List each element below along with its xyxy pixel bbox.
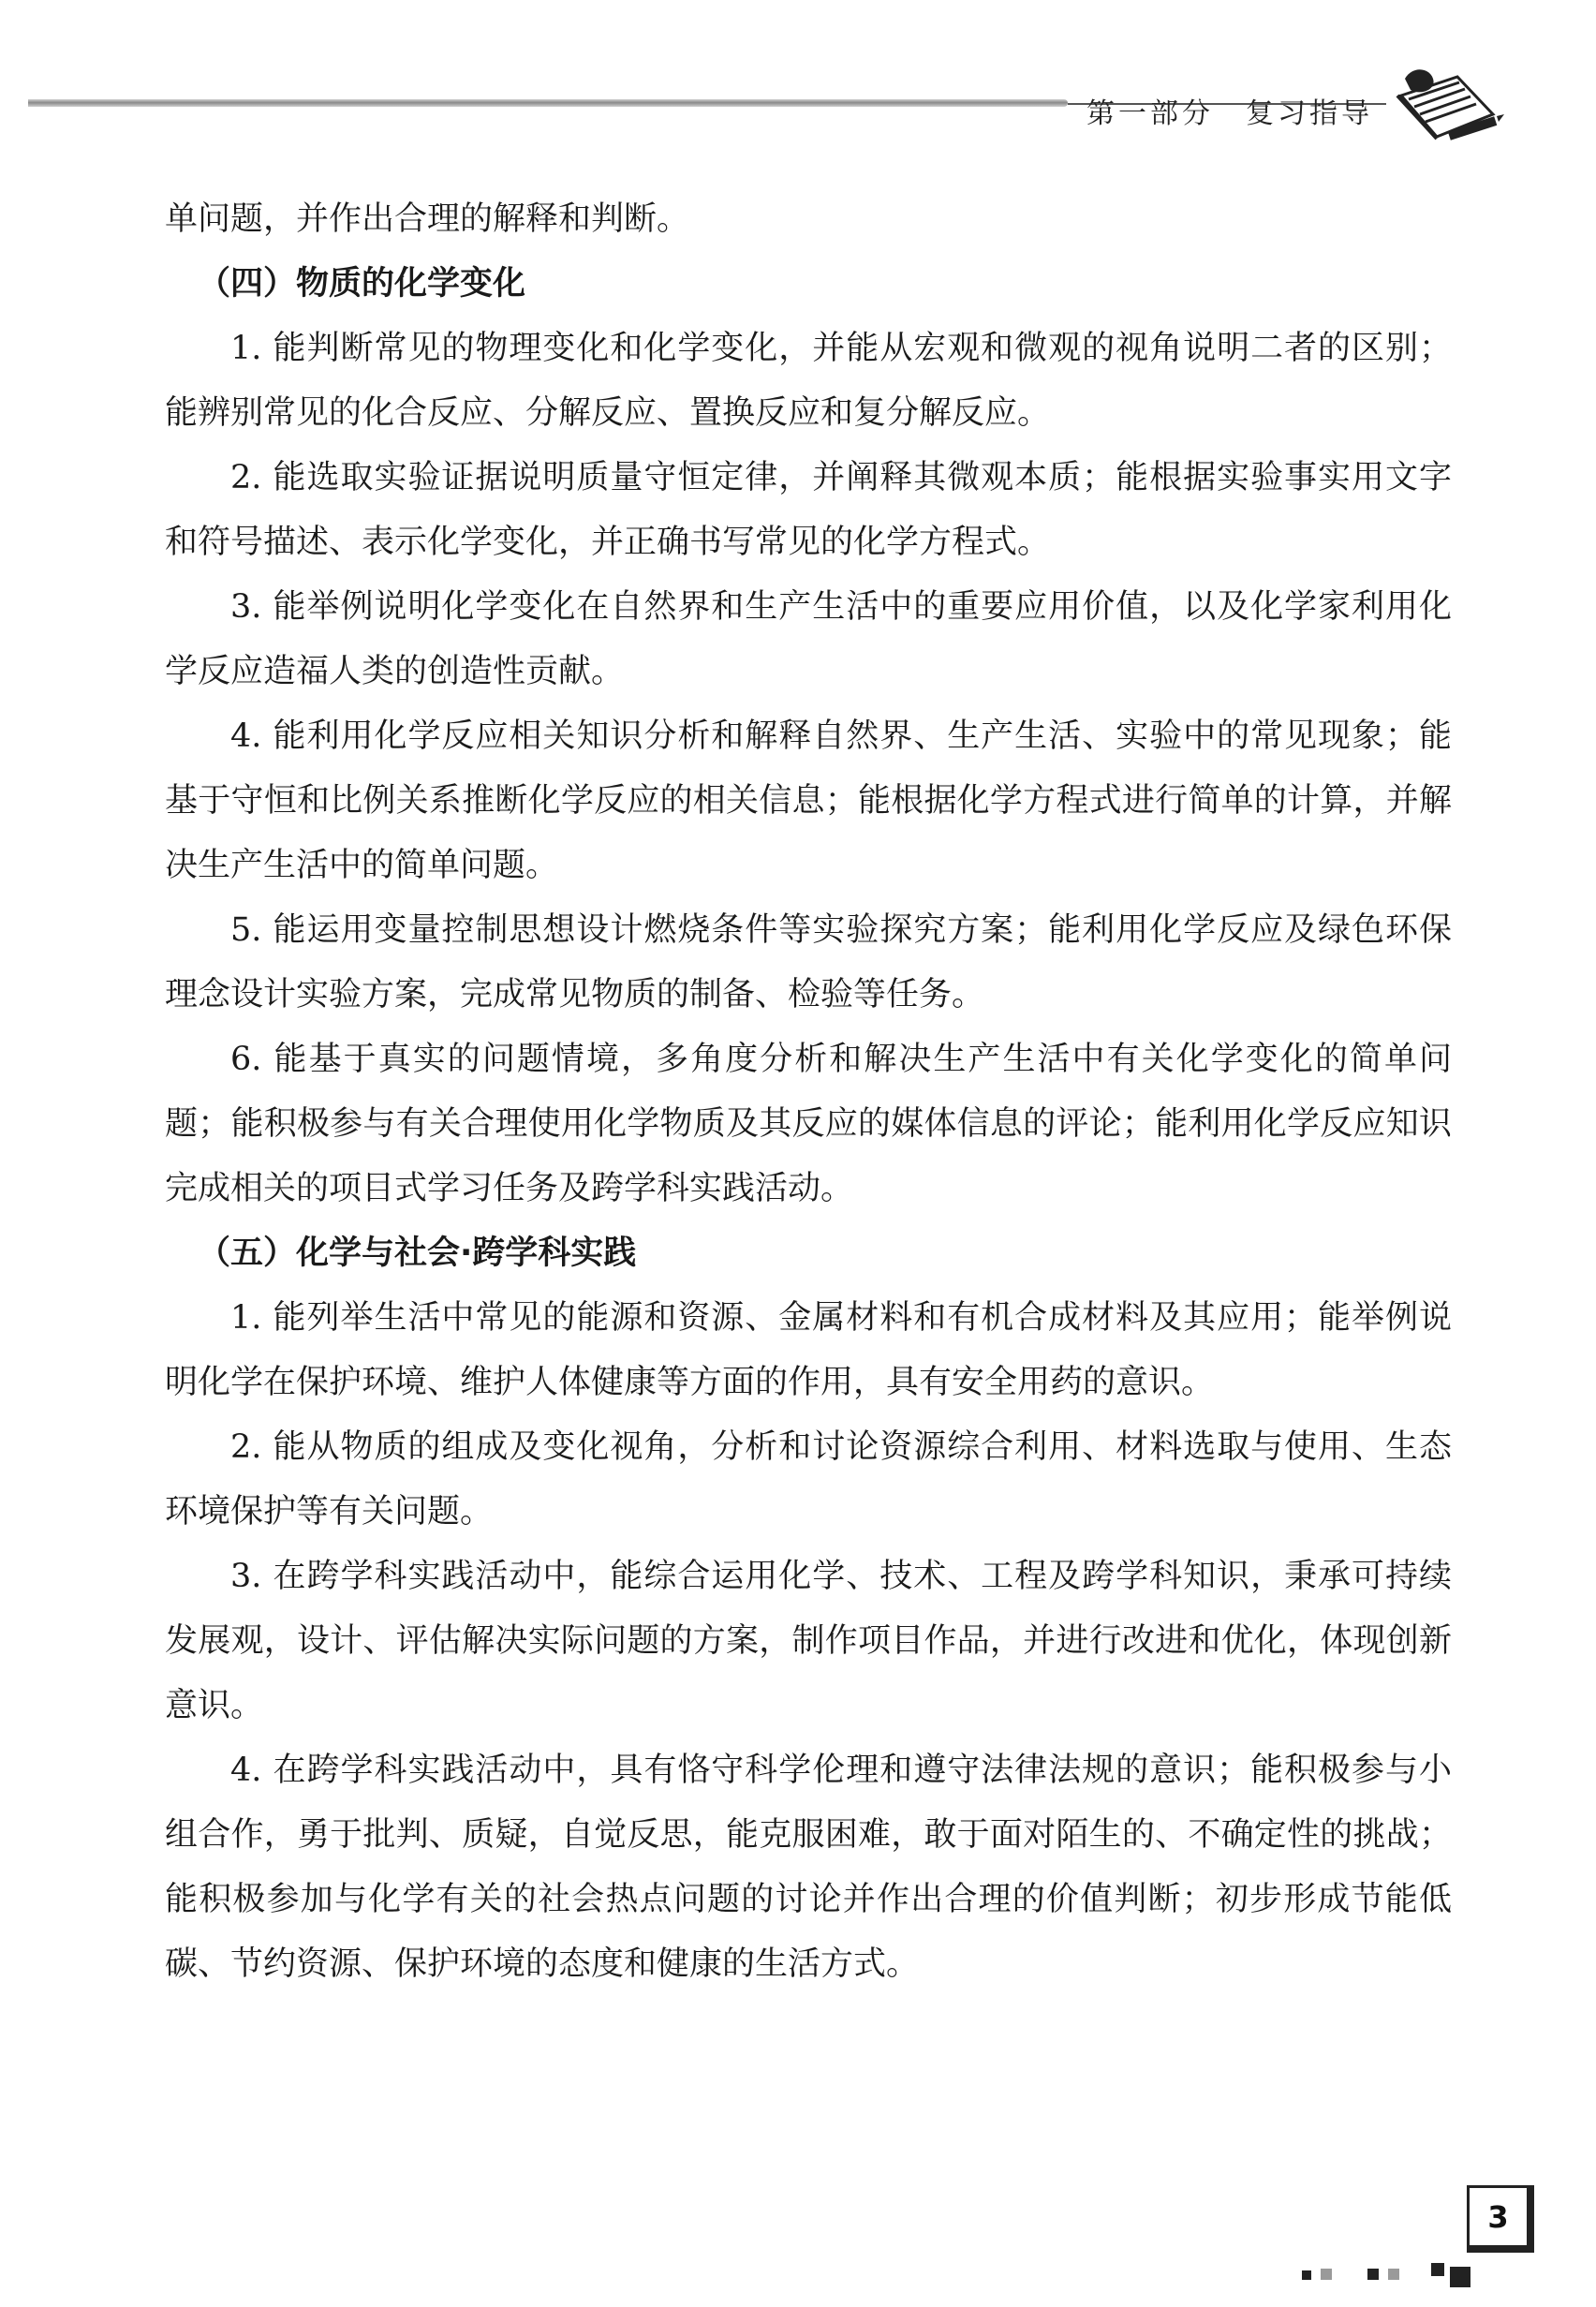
page-number: 3 xyxy=(1467,2185,1534,2253)
list-item: 5. 能运用变量控制思想设计燃烧条件等实验探究方案；能利用化学反应及绿色环保理念设计实验方案，完成常见物质的制备、检验等任务。 xyxy=(165,911,1452,1013)
footer-dots-decoration xyxy=(1302,2257,1545,2295)
list-item: 2. 能从物质的组成及变化视角，分析和讨论资源综合利用、材料选取与使用、生态环境保护等有关问题。 xyxy=(165,1428,1452,1531)
list-item: 1. 能判断常见的物理变化和化学变化，并能从宏观和微观的视角说明二者的区别；能辨别常见的化合反应、分解反应、置换反应和复分解反应。 xyxy=(165,330,1452,432)
list-item: 4. 在跨学科实践活动中，具有恪守科学伦理和遵守法律法规的意识；能积极参与小组合作，勇于批判、质疑，自觉反思，能克服困难，敢于面对陌生的、不确定性的挑战；能积极参加与化学有关的社会热点问题的讨论并作出合理的价值判断；初步形成节能低碳、节约资源、保护环境的态度和健康的生活方式。 xyxy=(165,1752,1452,1983)
list-item: 4. 能利用化学反应相关知识分析和解释自然界、生产生活、实验中的常见现象；能基于守恒和比例关系推断化学反应的相关信息；能根据化学方程式进行简单的计算，并解决生产生活中的简单问题。 xyxy=(165,717,1452,884)
document-body xyxy=(165,187,1452,1997)
section-heading-5: （五）化学与社会·跨学科实践 xyxy=(198,1235,637,1272)
list-item: 6. 能基于真实的问题情境，多角度分析和解决生产生活中有关化学变化的简单问题；能积极参与有关合理使用化学物质及其反应的媒体信息的评论；能利用化学反应知识完成相关的项目式学习任务及跨学科实践活动。 xyxy=(165,1041,1452,1207)
header-title: 第一部分 复习指导 xyxy=(1086,97,1373,130)
section-heading-4: （四）物质的化学变化 xyxy=(198,265,526,303)
list-item: 3. 在跨学科实践活动中，能综合运用化学、技术、工程及跨学科知识，秉承可持续发展观，设计、评估解决实际问题的方案，制作项目作品，并进行改进和优化，体现创新意识。 xyxy=(165,1558,1452,1724)
notebook-pen-icon xyxy=(1392,58,1504,152)
paragraph-continued: 单问题，并作出合理的解释和判断。 xyxy=(165,200,690,238)
list-item: 1. 能列举生活中常见的能源和资源、金属材料和有机合成材料及其应用；能举例说明化学在保护环境、维护人体健康等方面的作用，具有安全用药的意识。 xyxy=(165,1299,1452,1401)
list-item: 3. 能举例说明化学变化在自然界和生产生活中的重要应用价值，以及化学家利用化学反应造福人类的创造性贡献。 xyxy=(165,588,1452,690)
header-rule xyxy=(28,99,1068,107)
list-item: 2. 能选取实验证据说明质量守恒定律，并阐释其微观本质；能根据实验事实用文字和符号描述、表示化学变化，并正确书写常见的化学方程式。 xyxy=(165,459,1452,561)
